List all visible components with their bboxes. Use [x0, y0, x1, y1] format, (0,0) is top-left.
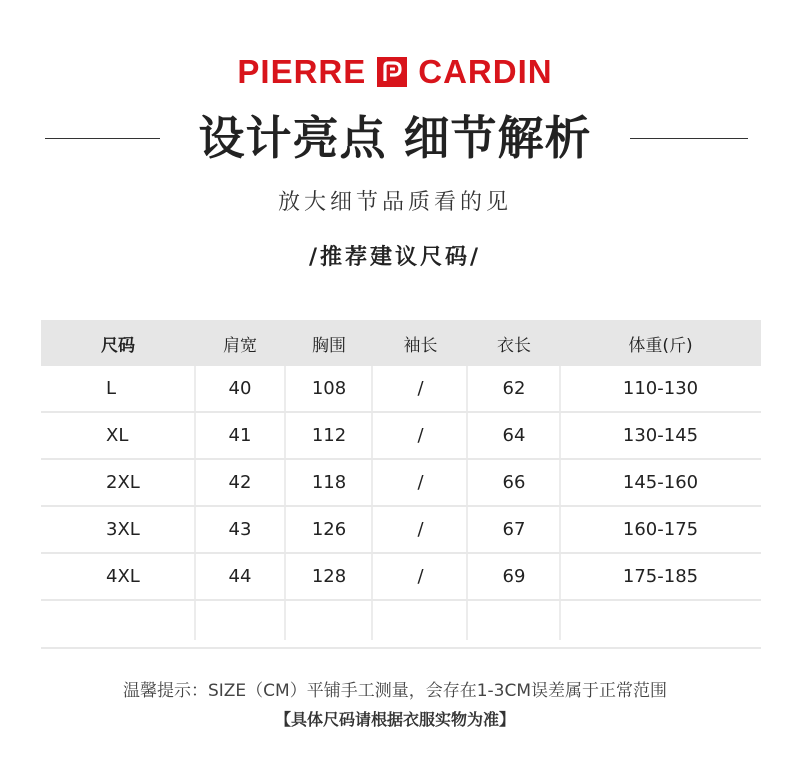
header-cell-weight: 体重(斤) [628, 335, 693, 356]
pierre-cardin-p-logo-icon [377, 57, 407, 87]
shoulder-cell: 41 [228, 425, 252, 446]
title-divider-left [45, 138, 160, 139]
brand-logo-bar [0, 52, 790, 92]
size-cell: L [106, 378, 117, 399]
sleeve-cell: / [417, 566, 424, 587]
shoulder-cell: 43 [228, 519, 252, 540]
size-disclaimer: 【具体尺码请根据衣服实物为准】 [274, 710, 515, 729]
sleeve-cell: / [417, 425, 424, 446]
shoulder-cell: 42 [228, 472, 252, 493]
header-cell-size: 尺码 [101, 335, 135, 356]
chest-cell: 128 [311, 566, 347, 587]
length-cell: 62 [502, 378, 526, 399]
weight-cell: 110-130 [622, 378, 699, 399]
chest-cell: 108 [311, 378, 347, 399]
header-cell-chest: 胸围 [312, 335, 346, 356]
header-cell-sleeve: 袖长 [403, 335, 438, 356]
table-row [41, 554, 761, 601]
size-cell: 3XL [106, 519, 140, 540]
table-row-empty [41, 601, 761, 649]
chest-cell: 112 [311, 425, 347, 446]
shoulder-cell: 44 [228, 566, 252, 587]
weight-cell: 145-160 [622, 472, 699, 493]
length-cell: 69 [502, 566, 526, 587]
weight-cell: 175-185 [622, 566, 699, 587]
section-heading: /推荐建议尺码/ [308, 245, 482, 270]
page-title: 设计亮点 细节解析 [198, 111, 592, 165]
size-table [41, 320, 761, 649]
table-header-row [41, 320, 761, 366]
header-cell-shoulder: 肩宽 [223, 335, 257, 356]
weight-cell: 160-175 [622, 519, 699, 540]
length-cell: 66 [502, 472, 526, 493]
table-row [41, 507, 761, 554]
measurement-note: 温馨提示：SIZE（CM）平铺手工测量，会存在1-3CM误差属于正常范围 [122, 681, 668, 701]
length-cell: 64 [502, 425, 526, 446]
page-subtitle: 放大细节品质看的见 [277, 190, 512, 215]
table-row [41, 460, 761, 507]
shoulder-cell: 40 [228, 378, 252, 399]
length-cell: 67 [502, 519, 526, 540]
brand-name-right: CARDIN [418, 53, 553, 90]
chest-cell: 118 [311, 472, 347, 493]
chest-cell: 126 [311, 519, 347, 540]
title-row [0, 108, 790, 168]
table-row [41, 413, 761, 460]
size-cell: 4XL [106, 566, 140, 587]
size-cell: XL [106, 425, 129, 446]
table-row [41, 366, 761, 413]
sleeve-cell: / [417, 472, 424, 493]
sleeve-cell: / [417, 378, 424, 399]
brand-name-left: PIERRE [237, 53, 367, 90]
size-cell: 2XL [106, 472, 140, 493]
sleeve-cell: / [417, 519, 424, 540]
title-divider-right [630, 138, 748, 139]
header-cell-length: 衣长 [497, 335, 531, 356]
weight-cell: 130-145 [622, 425, 699, 446]
